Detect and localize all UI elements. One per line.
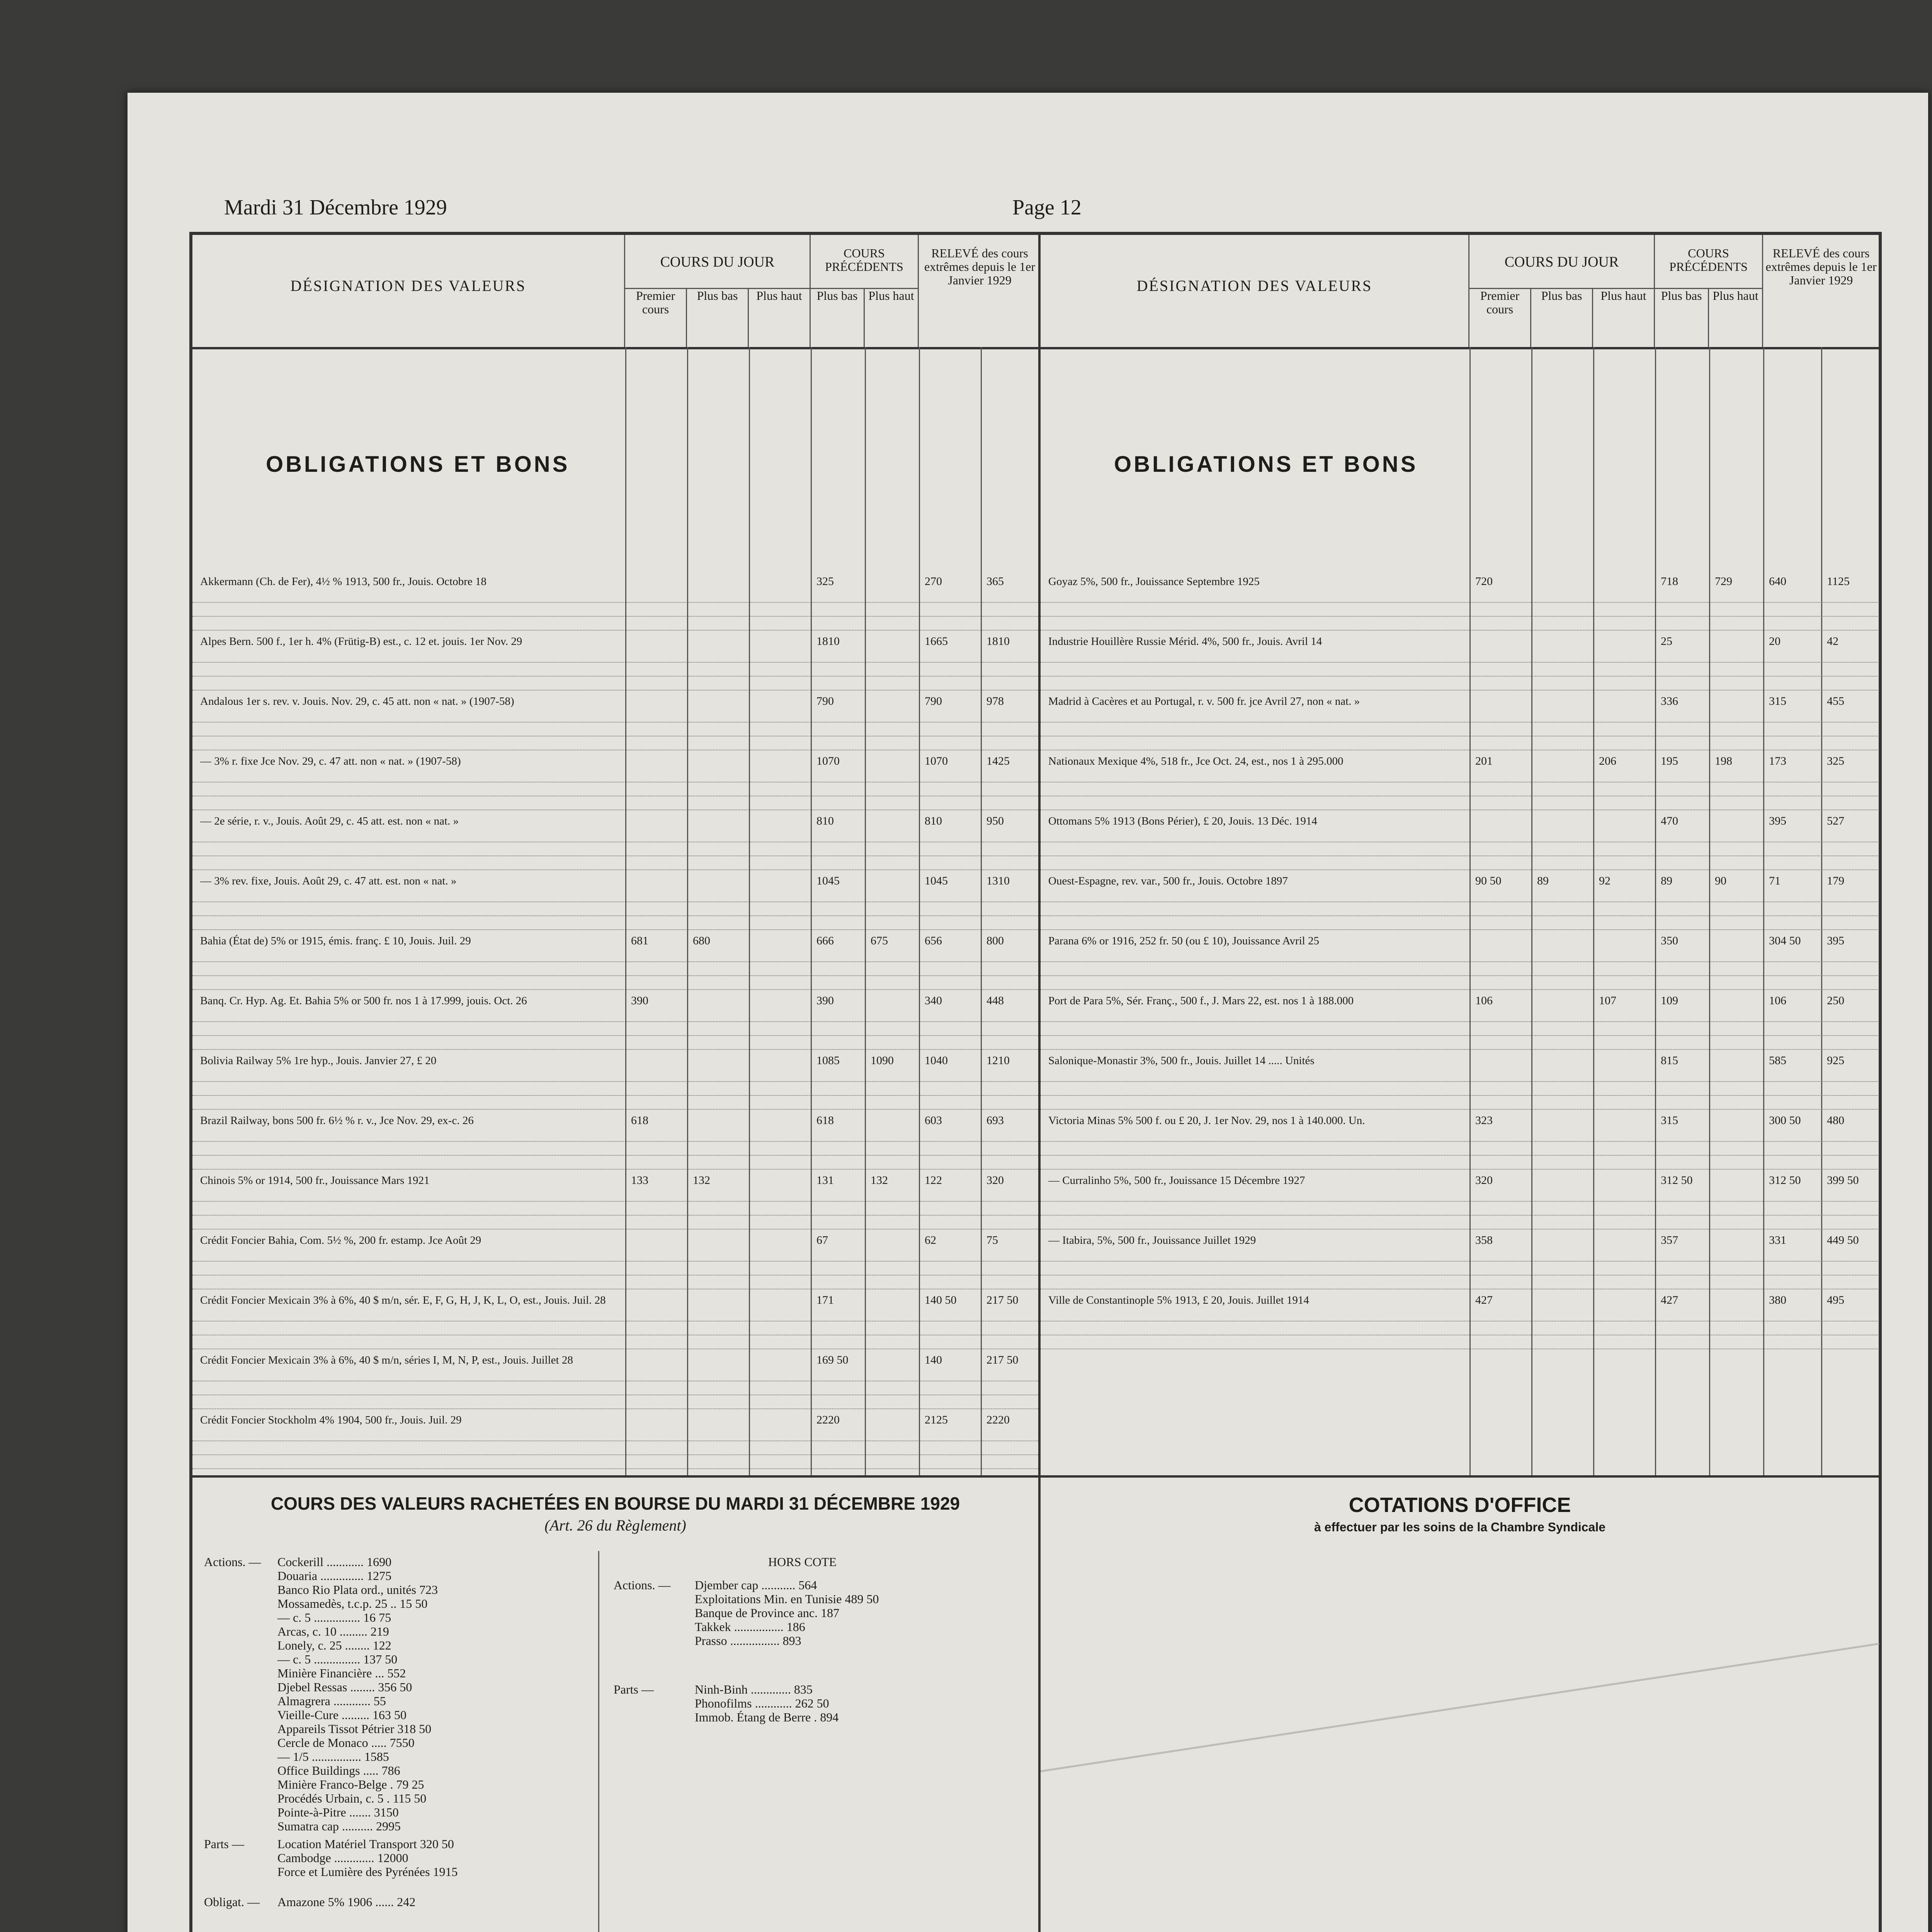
releve-header: RELEVÉ des cours extrêmes depuis le 1er Janvier 1929 bbox=[1765, 246, 1877, 287]
col-rule bbox=[1655, 347, 1656, 1475]
value-r-bas: 656 bbox=[925, 934, 942, 947]
dotted-rule bbox=[192, 1201, 1038, 1202]
dotted-rule bbox=[192, 1095, 1038, 1096]
prec-haut-header: Plus haut bbox=[865, 289, 919, 347]
value-p-bas: 666 bbox=[816, 934, 834, 947]
value-premier: 323 bbox=[1475, 1114, 1493, 1127]
value-premier: 427 bbox=[1475, 1294, 1493, 1306]
designation-header: DÉSIGNATION DES VALEURS bbox=[192, 235, 625, 347]
dotted-rule bbox=[1041, 722, 1879, 723]
dotted-rule bbox=[192, 602, 1038, 603]
dotted-rule bbox=[1041, 1095, 1879, 1096]
dotted-rule bbox=[192, 1468, 1038, 1469]
value-r-haut: 365 bbox=[986, 575, 1004, 588]
dotted-rule bbox=[1041, 1275, 1879, 1276]
value-r-bas: 304 50 bbox=[1769, 934, 1801, 947]
value-name: Banq. Cr. Hyp. Ag. Et. Bahia 5% or 500 fr. nos 1 à 17.999, jouis. Oct. 26 bbox=[200, 995, 527, 1007]
value-r-bas: 640 bbox=[1769, 575, 1786, 588]
dotted-rule bbox=[1041, 961, 1879, 962]
value-name: Goyaz 5%, 500 fr., Jouissance Septembre 1925 bbox=[1048, 575, 1260, 588]
prec-haut-header: Plus haut bbox=[1709, 289, 1763, 347]
value-p-bas: 109 bbox=[1661, 994, 1678, 1007]
value-r-bas: 173 bbox=[1769, 755, 1786, 767]
value-r-haut: 75 bbox=[986, 1234, 998, 1247]
dotted-rule bbox=[1041, 1109, 1879, 1110]
value-name: Ouest-Espagne, rev. var., 500 fr., Jouis. Octobre 1897 bbox=[1048, 875, 1288, 887]
value-haut: 206 bbox=[1599, 755, 1616, 767]
value-name: Akkermann (Ch. de Fer), 4½ % 1913, 500 fr., Jouis. Octobre 18 bbox=[200, 575, 486, 588]
col-rule bbox=[919, 347, 920, 1475]
parts-label: Parts — bbox=[614, 1682, 654, 1696]
value-r-haut: 320 bbox=[986, 1174, 1004, 1187]
cours-du-jour-header: COURS DU JOUR bbox=[1469, 235, 1655, 289]
value-r-bas: 1040 bbox=[925, 1054, 948, 1067]
quotation-frame bbox=[189, 232, 1882, 1932]
value-p-bas: 315 bbox=[1661, 1114, 1678, 1127]
value-r-bas: 340 bbox=[925, 994, 942, 1007]
value-r-haut: 217 50 bbox=[986, 1294, 1019, 1306]
value-p-bas: 390 bbox=[816, 994, 834, 1007]
col-rule bbox=[1763, 347, 1764, 1475]
value-r-bas: 395 bbox=[1769, 815, 1786, 827]
value-r-haut: 800 bbox=[986, 934, 1004, 947]
dotted-rule bbox=[1041, 989, 1879, 990]
dotted-rule bbox=[1041, 662, 1879, 663]
value-r-bas: 106 bbox=[1769, 994, 1786, 1007]
premier-header: Premier cours bbox=[1469, 289, 1531, 347]
value-r-haut: 480 bbox=[1827, 1114, 1844, 1127]
col-rule bbox=[811, 347, 812, 1475]
dotted-rule bbox=[192, 1081, 1038, 1082]
value-r-haut: 449 50 bbox=[1827, 1234, 1859, 1247]
value-bas: 89 bbox=[1537, 874, 1549, 887]
value-r-bas: 380 bbox=[1769, 1294, 1786, 1306]
value-premier: 681 bbox=[631, 934, 648, 947]
value-haut: 92 bbox=[1599, 874, 1611, 887]
value-r-haut: 925 bbox=[1827, 1054, 1844, 1067]
value-name: Chinois 5% or 1914, 500 fr., Jouissance Mars 1921 bbox=[200, 1174, 430, 1187]
col-rule bbox=[1821, 347, 1822, 1475]
value-name: — Curralinho 5%, 500 fr., Jouissance 15 Décembre 1927 bbox=[1048, 1174, 1305, 1187]
prec-bas-header: Plus bas bbox=[811, 289, 865, 347]
value-bas: 680 bbox=[693, 934, 710, 947]
value-r-haut: 250 bbox=[1827, 994, 1844, 1007]
hors-cote-parts: Ninh-Binh ............. 835 Phonofilms ............ 262 50 Immob. Étang de Berre . 894 bbox=[695, 1682, 839, 1724]
value-p-bas: 1070 bbox=[816, 755, 840, 767]
value-p-bas: 427 bbox=[1661, 1294, 1678, 1306]
rachetees-oblig: Amazone 5% 1906 ...... 242 bbox=[277, 1895, 416, 1909]
value-r-bas: 300 50 bbox=[1769, 1114, 1801, 1127]
plus-haut-header: Plus haut bbox=[1593, 289, 1655, 347]
dotted-rule bbox=[1041, 630, 1879, 631]
dotted-rule bbox=[192, 989, 1038, 990]
left-obligations-panel bbox=[192, 235, 1041, 1475]
dotted-rule bbox=[192, 722, 1038, 723]
hors-cote-actions: Djember cap ........... 564 Exploitations Min. en Tunisie 489 50 Banque de Province anc. 187 Takkek ................ 186 Prasso ................ 893 bbox=[695, 1578, 879, 1648]
value-r-bas: 140 bbox=[925, 1354, 942, 1366]
value-p-bas: 195 bbox=[1661, 755, 1678, 767]
value-name: — 3% r. fixe Jce Nov. 29, c. 47 att. non « nat. » (1907-58) bbox=[200, 755, 461, 767]
value-name: Parana 6% or 1916, 252 fr. 50 (ou £ 10), Jouissance Avril 25 bbox=[1048, 935, 1319, 947]
col-rule bbox=[981, 347, 982, 1475]
value-r-haut: 1310 bbox=[986, 874, 1010, 887]
dotted-rule bbox=[192, 676, 1038, 677]
dotted-rule bbox=[192, 1035, 1038, 1036]
value-p-haut: 132 bbox=[871, 1174, 888, 1187]
dotted-rule bbox=[1041, 975, 1879, 976]
value-r-haut: 179 bbox=[1827, 874, 1844, 887]
dotted-rule bbox=[192, 630, 1038, 631]
left-section-title: OBLIGATIONS ET BONS bbox=[266, 452, 570, 477]
dotted-rule bbox=[1041, 1201, 1879, 1202]
value-name: — 3% rev. fixe, Jouis. Août 29, c. 47 att. est. non « nat. » bbox=[200, 875, 457, 887]
value-r-haut: 495 bbox=[1827, 1294, 1844, 1306]
value-name: Bahia (État de) 5% or 1915, émis. franç. £ 10, Jouis. Juil. 29 bbox=[200, 935, 471, 947]
value-r-bas: 331 bbox=[1769, 1234, 1786, 1247]
value-name: Industrie Houillère Russie Mérid. 4%, 500 fr., Jouis. Avril 14 bbox=[1048, 635, 1322, 648]
value-r-haut: 2220 bbox=[986, 1413, 1010, 1426]
value-p-bas: 790 bbox=[816, 695, 834, 707]
office-panel bbox=[1041, 1475, 1879, 1932]
value-r-haut: 1810 bbox=[986, 635, 1010, 648]
col-rule bbox=[625, 347, 626, 1475]
value-r-bas: 270 bbox=[925, 575, 942, 588]
value-p-bas: 718 bbox=[1661, 575, 1678, 588]
value-p-bas: 67 bbox=[816, 1234, 828, 1247]
col-rule bbox=[687, 347, 688, 1475]
releve-header: RELEVÉ des cours extrêmes depuis le 1er Janvier 1929 bbox=[924, 246, 1035, 287]
page-number: Page 12 bbox=[1012, 196, 1082, 219]
value-p-bas: 171 bbox=[816, 1294, 834, 1306]
dotted-rule bbox=[1041, 1081, 1879, 1082]
value-r-haut: 950 bbox=[986, 815, 1004, 827]
dotted-rule bbox=[192, 975, 1038, 976]
dotted-rule bbox=[1041, 602, 1879, 603]
oblig-label: Obligat. — bbox=[204, 1895, 260, 1909]
value-r-haut: 448 bbox=[986, 994, 1004, 1007]
rachetees-panel bbox=[192, 1475, 1041, 1932]
designation-header: DÉSIGNATION DES VALEURS bbox=[1041, 235, 1469, 347]
dotted-rule bbox=[192, 901, 1038, 902]
value-r-haut: 395 bbox=[1827, 934, 1844, 947]
cours-precedents-header: COURS PRÉCÉDENTS bbox=[1655, 235, 1763, 289]
dotted-rule bbox=[1041, 1021, 1879, 1022]
value-premier: 358 bbox=[1475, 1234, 1493, 1247]
plus-haut-header: Plus haut bbox=[749, 289, 811, 347]
dotted-rule bbox=[1041, 1035, 1879, 1036]
dotted-rule bbox=[192, 1261, 1038, 1262]
col-rule bbox=[1593, 347, 1594, 1475]
value-premier: 320 bbox=[1475, 1174, 1493, 1187]
value-p-bas: 815 bbox=[1661, 1054, 1678, 1067]
value-r-bas: 603 bbox=[925, 1114, 942, 1127]
dotted-rule bbox=[1041, 869, 1879, 870]
dotted-rule bbox=[1041, 855, 1879, 856]
dotted-rule bbox=[192, 1049, 1038, 1050]
value-r-haut: 978 bbox=[986, 695, 1004, 707]
rachetees-subtitle: (Art. 26 du Règlement) bbox=[544, 1517, 686, 1534]
value-name: Madrid à Cacères et au Portugal, r. v. 500 fr. jce Avril 27, non « nat. » bbox=[1048, 695, 1360, 707]
value-p-bas: 350 bbox=[1661, 934, 1678, 947]
value-name: Victoria Minas 5% 500 f. ou £ 20, J. 1er Nov. 29, nos 1 à 140.000. Un. bbox=[1048, 1114, 1365, 1127]
value-name: Crédit Foncier Bahia, Com. 5½ %, 200 fr. estamp. Jce Août 29 bbox=[200, 1234, 481, 1247]
value-r-bas: 312 50 bbox=[1769, 1174, 1801, 1187]
dotted-rule bbox=[1041, 1229, 1879, 1230]
value-r-bas: 1665 bbox=[925, 635, 948, 648]
value-r-haut: 42 bbox=[1827, 635, 1838, 648]
prec-bas-header: Plus bas bbox=[1655, 289, 1709, 347]
value-r-haut: 1210 bbox=[986, 1054, 1010, 1067]
value-p-bas: 1085 bbox=[816, 1054, 840, 1067]
value-p-haut: 1090 bbox=[871, 1054, 894, 1067]
value-p-bas: 2220 bbox=[816, 1413, 840, 1426]
value-premier: 201 bbox=[1475, 755, 1493, 767]
value-p-bas: 618 bbox=[816, 1114, 834, 1127]
dotted-rule bbox=[192, 1155, 1038, 1156]
value-haut: 107 bbox=[1599, 994, 1616, 1007]
value-p-haut: 198 bbox=[1715, 755, 1732, 767]
right-section-title: OBLIGATIONS ET BONS bbox=[1114, 452, 1418, 477]
premier-header: Premier cours bbox=[625, 289, 687, 347]
value-p-bas: 312 50 bbox=[1661, 1174, 1693, 1187]
value-name: Alpes Bern. 500 f., 1er h. 4% (Frütig-B) est., c. 12 et. jouis. 1er Nov. 29 bbox=[200, 635, 522, 648]
value-name: Bolivia Railway 5% 1re hyp., Jouis. Janvier 27, £ 20 bbox=[200, 1054, 437, 1067]
dotted-rule bbox=[1041, 1141, 1879, 1142]
value-premier: 106 bbox=[1475, 994, 1493, 1007]
dotted-rule bbox=[1041, 1215, 1879, 1216]
value-p-bas: 810 bbox=[816, 815, 834, 827]
plus-bas-header: Plus bas bbox=[687, 289, 749, 347]
value-name: Crédit Foncier Stockholm 4% 1904, 500 fr., Jouis. Juil. 29 bbox=[200, 1414, 462, 1426]
value-r-haut: 1125 bbox=[1827, 575, 1850, 588]
dotted-rule bbox=[192, 1215, 1038, 1216]
value-p-bas: 1810 bbox=[816, 635, 840, 648]
dotted-rule bbox=[192, 855, 1038, 856]
cours-du-jour-header: COURS DU JOUR bbox=[625, 235, 811, 289]
actions-label: Actions. — bbox=[204, 1555, 261, 1569]
value-name: Crédit Foncier Mexicain 3% à 6%, 40 $ m/n, sér. E, F, G, H, J, K, L, O, est., Jouis. Juil. 28 bbox=[200, 1294, 606, 1306]
value-name: Brazil Railway, bons 500 fr. 6½ % r. v., Jce Nov. 29, ex-c. 26 bbox=[200, 1114, 474, 1127]
value-name: — 2e série, r. v., Jouis. Août 29, c. 45 att. est. non « nat. » bbox=[200, 815, 459, 827]
value-r-bas: 20 bbox=[1769, 635, 1781, 648]
dotted-rule bbox=[192, 1275, 1038, 1276]
value-r-haut: 217 50 bbox=[986, 1354, 1019, 1366]
dotted-rule bbox=[192, 915, 1038, 916]
value-r-bas: 62 bbox=[925, 1234, 936, 1247]
value-r-bas: 2125 bbox=[925, 1413, 948, 1426]
dotted-rule bbox=[192, 1229, 1038, 1230]
right-table-header bbox=[1041, 235, 1879, 349]
value-r-haut: 455 bbox=[1827, 695, 1844, 707]
value-premier: 133 bbox=[631, 1174, 648, 1187]
value-r-bas: 315 bbox=[1769, 695, 1786, 707]
dotted-rule bbox=[1041, 1169, 1879, 1170]
dotted-rule bbox=[1041, 901, 1879, 902]
rachetees-parts: Location Matériel Transport 320 50 Cambodge ............. 12000 Force et Lumière des Pyrénées 1915 bbox=[277, 1837, 458, 1879]
value-r-bas: 71 bbox=[1769, 874, 1781, 887]
value-p-bas: 131 bbox=[816, 1174, 834, 1187]
right-obligations-panel bbox=[1041, 235, 1879, 1475]
plus-bas-header: Plus bas bbox=[1531, 289, 1593, 347]
value-p-haut: 675 bbox=[871, 934, 888, 947]
col-rule bbox=[1531, 347, 1532, 1475]
dotted-rule bbox=[1041, 676, 1879, 677]
dotted-rule bbox=[192, 869, 1038, 870]
dotted-rule bbox=[192, 616, 1038, 617]
dotted-rule bbox=[192, 929, 1038, 930]
col-rule bbox=[1469, 347, 1471, 1475]
col-rule bbox=[1709, 347, 1710, 1475]
col-rule bbox=[598, 1551, 599, 1932]
value-name: Ville de Constantinople 5% 1913, £ 20, Jouis. Juillet 1914 bbox=[1048, 1294, 1309, 1306]
page-date: Mardi 31 Décembre 1929 bbox=[224, 196, 447, 219]
value-r-haut: 399 50 bbox=[1827, 1174, 1859, 1187]
value-r-haut: 527 bbox=[1827, 815, 1844, 827]
value-premier: 618 bbox=[631, 1114, 648, 1127]
rachetees-title: COURS DES VALEURS RACHETÉES EN BOURSE DU MARDI 31 DÉCEMBRE 1929 bbox=[270, 1493, 960, 1514]
value-r-haut: 1425 bbox=[986, 755, 1010, 767]
value-premier: 390 bbox=[631, 994, 648, 1007]
value-bas: 132 bbox=[693, 1174, 710, 1187]
office-title: COTATIONS D'OFFICE bbox=[1349, 1493, 1571, 1517]
dotted-rule bbox=[1041, 1261, 1879, 1262]
value-p-bas: 470 bbox=[1661, 815, 1678, 827]
value-p-bas: 325 bbox=[816, 575, 834, 588]
value-r-bas: 1045 bbox=[925, 874, 948, 887]
dotted-rule bbox=[192, 1440, 1038, 1441]
value-r-haut: 693 bbox=[986, 1114, 1004, 1127]
tear-line bbox=[1041, 1478, 1879, 1932]
value-name: Port de Para 5%, Sér. Franç., 500 f., J. Mars 22, est. nos 1 à 188.000 bbox=[1048, 995, 1354, 1007]
value-p-haut: 90 bbox=[1715, 874, 1726, 887]
value-r-bas: 1070 bbox=[925, 755, 948, 767]
parts-label: Parts — bbox=[204, 1837, 244, 1851]
value-p-bas: 89 bbox=[1661, 874, 1672, 887]
dotted-rule bbox=[192, 961, 1038, 962]
rachetees-actions: Cockerill ............ 1690 Douaria .............. 1275 Banco Rio Plata ord., unités 723 Mossamedès, t.c.p. 25 .. 15 50 — c. 5 ............... 16 75 Arcas, c. 10 ......... 219 Lonely, c. 25 ........ 122 — c. 5 ............... 137 50 Minière Financière ... 552 Djebel Ressas ........ 356 50 Almagrera ............ 55 Vieille-Cure ......... 163 50 Appareils Tissot Pétrier 318 50 Cercle de Monaco ..... 7550 — 1/5 ................ 1585 Office Buildings ..... 786 Minière Franco-Belge . 79 25 Procédés Urbain, c. 5 . 115 50 Pointe-à-Pitre ....... 3150 Sumatra cap .......... 2995 bbox=[277, 1555, 438, 1833]
value-name: Nationaux Mexique 4%, 518 fr., Jce Oct. 24, est., nos 1 à 295.000 bbox=[1048, 755, 1344, 767]
value-r-bas: 585 bbox=[1769, 1054, 1786, 1067]
value-p-bas: 357 bbox=[1661, 1234, 1678, 1247]
col-rule bbox=[865, 347, 866, 1475]
value-r-bas: 790 bbox=[925, 695, 942, 707]
value-name: Salonique-Monastir 3%, 500 fr., Jouis. Juillet 14 ..... Unités bbox=[1048, 1054, 1315, 1067]
dotted-rule bbox=[192, 1109, 1038, 1110]
value-premier: 90 50 bbox=[1475, 874, 1502, 887]
dotted-rule bbox=[192, 662, 1038, 663]
value-p-bas: 336 bbox=[1661, 695, 1678, 707]
dotted-rule bbox=[192, 1141, 1038, 1142]
dotted-rule bbox=[1041, 616, 1879, 617]
dotted-rule bbox=[1041, 1155, 1879, 1156]
col-rule bbox=[749, 347, 750, 1475]
value-p-bas: 25 bbox=[1661, 635, 1672, 648]
left-table-header bbox=[192, 235, 1038, 349]
value-r-bas: 140 50 bbox=[925, 1294, 957, 1306]
value-r-bas: 122 bbox=[925, 1174, 942, 1187]
dotted-rule bbox=[1041, 929, 1879, 930]
dotted-rule bbox=[1041, 915, 1879, 916]
value-name: Crédit Foncier Mexicain 3% à 6%, 40 $ m/n, séries I, M, N, P, est., Jouis. Juillet 28 bbox=[200, 1354, 573, 1366]
dotted-rule bbox=[192, 1408, 1038, 1409]
value-r-bas: 810 bbox=[925, 815, 942, 827]
value-premier: 720 bbox=[1475, 575, 1493, 588]
office-subtitle: à effectuer par les soins de la Chambre Syndicale bbox=[1314, 1520, 1606, 1534]
dotted-rule bbox=[192, 1454, 1038, 1455]
value-r-haut: 325 bbox=[1827, 755, 1844, 767]
value-p-bas: 1045 bbox=[816, 874, 840, 887]
value-p-bas: 169 50 bbox=[816, 1354, 849, 1366]
hors-cote-title: HORS COTE bbox=[768, 1555, 837, 1569]
value-p-haut: 729 bbox=[1715, 575, 1732, 588]
value-name: Andalous 1er s. rev. v. Jouis. Nov. 29, c. 45 att. non « nat. » (1907-58) bbox=[200, 695, 514, 707]
value-name: — Itabira, 5%, 500 fr., Jouissance Juillet 1929 bbox=[1048, 1234, 1256, 1247]
dotted-rule bbox=[192, 1021, 1038, 1022]
dotted-rule bbox=[192, 1169, 1038, 1170]
value-name: Ottomans 5% 1913 (Bons Périer), £ 20, Jouis. 13 Déc. 1914 bbox=[1048, 815, 1317, 827]
actions-label: Actions. — bbox=[614, 1578, 671, 1592]
dotted-rule bbox=[1041, 1049, 1879, 1050]
cours-precedents-header: COURS PRÉCÉDENTS bbox=[811, 235, 919, 289]
